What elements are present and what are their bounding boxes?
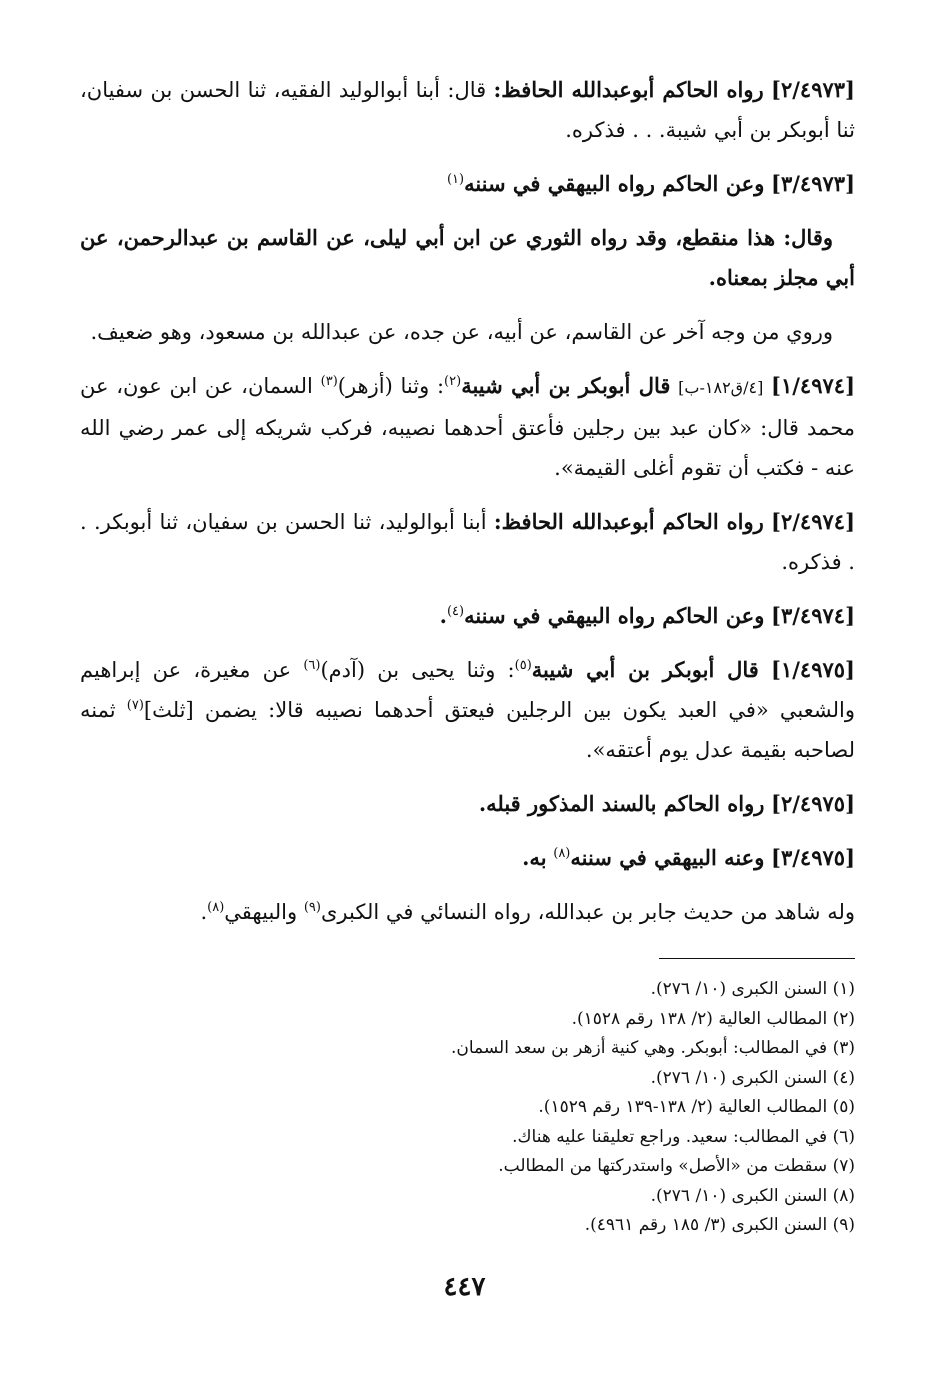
footnote-item: (٩) السنن الكبرى (٣/ ١٨٥ رقم ٤٩٦١).	[584, 1215, 855, 1235]
narration-text: وله شاهد من حديث جابر بن عبدالله، رواه النسائي في الكبرى	[320, 900, 855, 924]
manuscript-ref: [٤/ق١٨٢-ب]	[678, 378, 764, 397]
narration-bold: وعن الحاكم رواه البيهقي في سننه	[464, 603, 765, 628]
page-number: ٤٤٧	[443, 1272, 486, 1302]
footnote-marker: (٨)	[553, 846, 571, 861]
narration-bold: وعنه البيهقي في سننه	[570, 845, 765, 870]
footnote-item: (٦) في المطالب: سعيد. وراجع تعليقنا عليه هناك.	[512, 1126, 855, 1147]
narration-bold: رواه الحاكم بالسند المذكور قبله.	[478, 791, 765, 816]
hadith-ref: [١/٤٩٧٥]	[771, 657, 855, 682]
paragraph-p9	[80, 784, 855, 824]
narration-bold: رواه الحاكم أبوعبدالله الحافظ:	[493, 77, 764, 102]
paragraph-p11	[80, 892, 855, 932]
narration-text: : وثنا يحيى بن (آدم)	[320, 658, 515, 682]
hadith-ref: [٢/٤٩٧٥]	[771, 791, 855, 816]
footnote-item: (٢) المطالب العالية (٢/ ١٣٨ رقم ١٥٢٨).	[571, 1008, 855, 1029]
narration-bold: وقال: هذا منقطع، وقد رواه الثوري عن ابن أبي ليلى، عن القاسم بن عبدالرحمن، عن أبي مجلز بمعناه.	[80, 225, 855, 290]
paragraph-p3	[80, 218, 855, 298]
footnote-marker: (٢)	[444, 374, 462, 389]
footnote-item: (١) السنن الكبرى (١٠/ ٢٧٦).	[650, 979, 855, 999]
footnote-marker: (٩)	[303, 900, 321, 915]
paragraph-p2	[80, 164, 855, 204]
narration-text: والبيهقي	[224, 900, 298, 924]
hadith-ref: [٣/٤٩٧٤]	[771, 603, 855, 628]
narration-bold: قال أبوبكر بن أبي شيبة	[531, 657, 759, 682]
narration-text: أبنا أبوالوليد، ثنا الحسن بن سفيان، ثنا أبوبكر. . . فذكره.	[80, 510, 855, 574]
narration-text: ثمنه لصاحبه بقيمة عدل يوم أعتقه».	[80, 698, 855, 762]
paragraph-p6	[80, 502, 855, 582]
narration-text: وروي من وجه آخر عن القاسم، عن أبيه، عن جده، عن عبدالله بن مسعود، وهو ضعيف.	[90, 320, 833, 344]
narration-text: عن مغيرة، عن إبراهيم والشعبي «في العبد يكون بين الرجلين فيعتق أحدهما نصيبه قالا: يضمن [ثلث]	[80, 658, 855, 722]
footnote-marker: (٨)	[207, 900, 225, 915]
paragraph-p1	[80, 70, 855, 150]
paragraph-p8	[80, 650, 855, 770]
footnote-marker: (٥)	[514, 658, 532, 673]
paragraph-p7	[80, 596, 855, 636]
paragraph-p10	[80, 838, 855, 878]
punctuation: .	[439, 603, 447, 628]
footnote-divider	[659, 958, 855, 959]
hadith-ref: [١/٤٩٧٤]	[771, 373, 855, 398]
narration-bold: رواه الحاكم أبوعبدالله الحافظ:	[493, 509, 764, 534]
footnote-marker: (٦)	[303, 658, 321, 673]
footnote-item: (٤) السنن الكبرى (١٠/ ٢٧٦).	[650, 1067, 855, 1088]
footnote-marker: (١)	[446, 172, 465, 187]
footnote-item: (٥) المطالب العالية (٢/ ١٣٨-١٣٩ رقم ١٥٢٩).	[538, 1097, 855, 1117]
paragraph-p4	[80, 312, 855, 352]
hadith-ref: [٣/٤٩٧٥]	[771, 845, 855, 870]
hadith-ref: [٢/٤٩٧٣]	[771, 77, 855, 102]
narration-bold: وعن الحاكم رواه البيهقي في سننه	[464, 171, 765, 196]
hadith-ref: [٢/٤٩٧٤]	[771, 509, 855, 534]
narration-text: : وثنا (أزهر)	[337, 374, 445, 398]
footnote-item: (٨) السنن الكبرى (١٠/ ٢٧٦).	[650, 1185, 855, 1206]
narration-text: السمان، عن ابن عون، عن محمد قال: «كان عبد بين رجلين فأعتق أحدهما نصيبه، فركب شريكه إلى عمر رضي الله عنه - فكتب أن تقوم أغلى القيمة».	[80, 374, 855, 480]
footnote-marker: (٣)	[320, 374, 338, 389]
narration-text: قال: أبنا أبوالوليد الفقيه، ثنا الحسن بن سفيان، ثنا أبوبكر بن أبي شيبة. . . فذكره.	[80, 78, 855, 142]
main-text	[80, 70, 855, 946]
footnote-marker: (٤)	[446, 604, 465, 619]
footnotes	[155, 975, 855, 1241]
narration-bold: به.	[522, 845, 547, 870]
narration-bold: قال أبوبكر بن أبي شيبة	[461, 373, 671, 398]
paragraph-p5	[80, 366, 855, 488]
footnote-marker: (٧)	[126, 698, 144, 713]
punctuation: .	[200, 900, 208, 924]
footnote-item: (٧) سقطت من «الأصل» واستدركتها من المطالب.	[498, 1156, 855, 1176]
hadith-ref: [٣/٤٩٧٣]	[771, 171, 855, 196]
footnote-item: (٣) في المطالب: أبوبكر. وهي كنية أزهر بن سعد السمان.	[450, 1038, 855, 1058]
